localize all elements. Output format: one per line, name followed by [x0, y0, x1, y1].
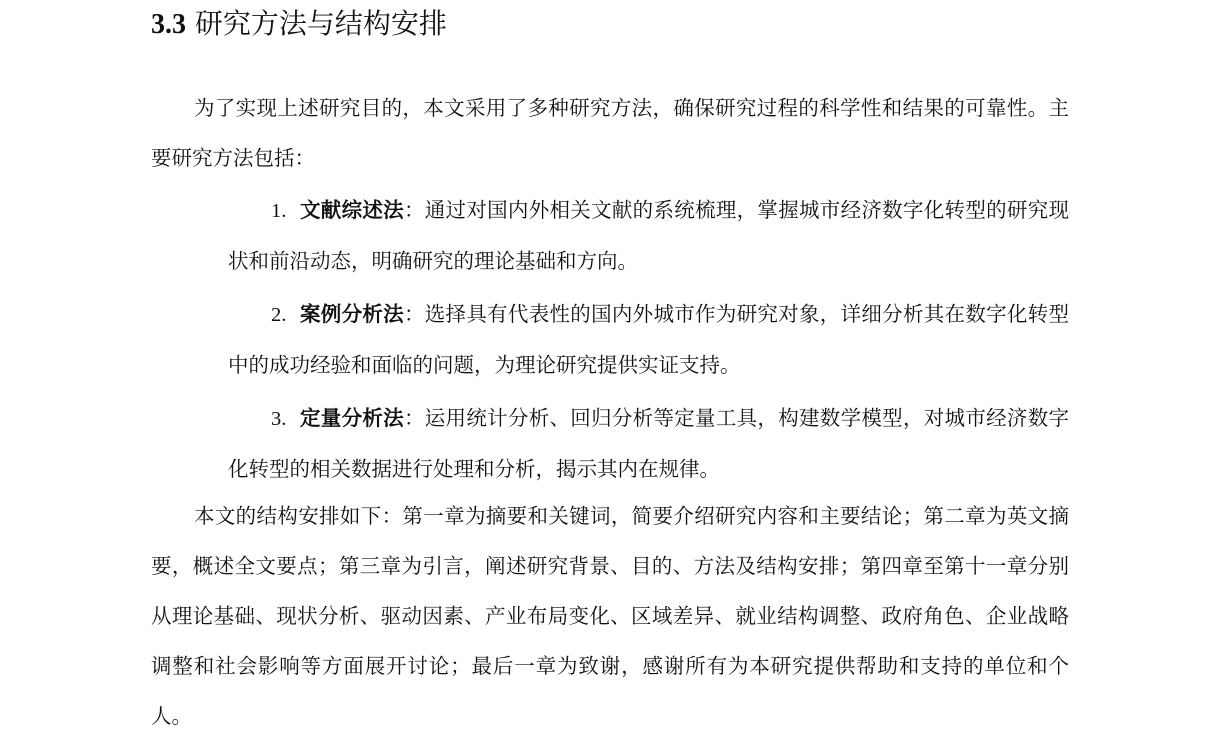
method-description: ：运用统计分析、回归分析等定量工具，构建数学模型，对城市经济数字化转型的相关数据进行处理和分析，揭示其内在规律。 — [228, 406, 1070, 481]
method-term: 文献综述法 — [300, 198, 404, 222]
section-title: 研究方法与结构安排 — [194, 7, 447, 40]
method-description: ：通过对国内外相关文献的系统梳理，掌握城市经济数字化转型的研究现状和前沿动态，明确研究的理论基础和方向。 — [228, 198, 1070, 273]
method-index: 3. — [271, 408, 287, 430]
method-item-quantitative — [228, 393, 1069, 494]
methods-list — [151, 185, 1069, 497]
structure-paragraph: 本文的结构安排如下：第一章为摘要和关键词，简要介绍研究内容和主要结论；第二章为英文摘要，概述全文要点；第三章为引言，阐述研究背景、目的、方法及结构安排；第四章至第十一章分别从理论基础、现状分析、驱动因素、产业布局变化、区域差异、就业结构调整、政府角色、企业战略调整和社会影响等方面展开讨论；最后一章为致谢，感谢所有为本研究提供帮助和支持的单位和个人。 — [151, 504, 1069, 728]
method-item-case — [228, 289, 1069, 390]
method-term: 案例分析法 — [300, 302, 404, 326]
method-item-literature — [228, 185, 1069, 286]
section-number: 3.3 — [151, 9, 186, 40]
section-heading — [151, 4, 447, 45]
method-term: 定量分析法 — [300, 406, 404, 430]
intro-paragraph: 为了实现上述研究目的，本文采用了多种研究方法，确保研究过程的科学性和结果的可靠性。主要研究方法包括： — [151, 96, 1069, 170]
method-description: ：选择具有代表性的国内外城市作为研究对象，详细分析其在数字化转型中的成功经验和面临的问题，为理论研究提供实证支持。 — [228, 302, 1070, 377]
method-index: 1. — [271, 200, 287, 222]
method-index: 2. — [271, 304, 287, 326]
